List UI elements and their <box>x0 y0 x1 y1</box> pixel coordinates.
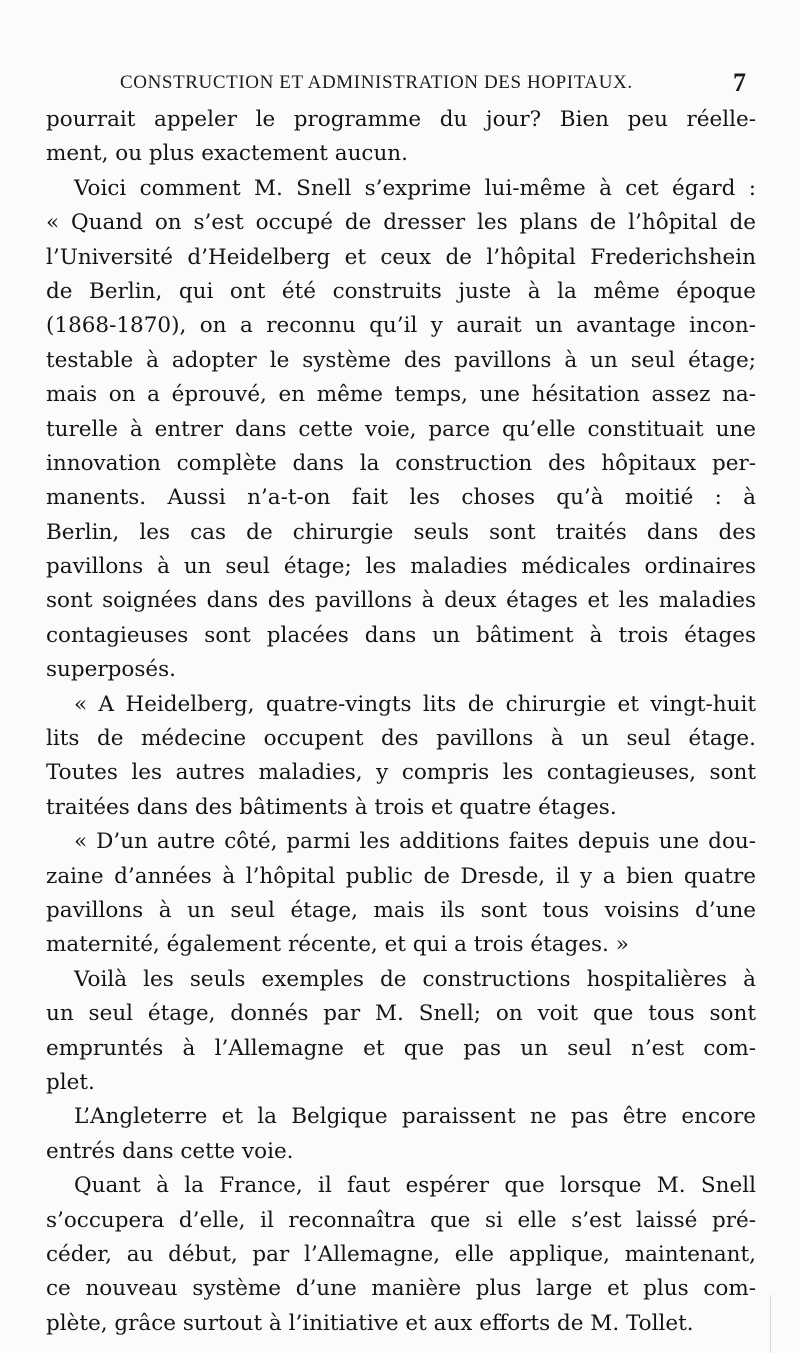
text-line: plète, grâce surtout à l’initiative et aux efforts de M. Tollet. <box>46 1310 694 1336</box>
text-line: entrés dans cette voie. <box>46 1138 294 1164</box>
text-line: L’Angleterre et la Belgique paraissent ne pas être encore <box>74 1104 756 1130</box>
text-line: pourrait appeler le programme du jour? Bien peu réelle- <box>46 107 756 132</box>
text-line: un seul étage, donnés par M. Snell; on voit que tous sont <box>46 1001 756 1027</box>
paragraph <box>46 825 756 963</box>
text-line: « A Heidelberg, quatre-vingts lits de chirurgie et vingt-huit <box>74 691 756 717</box>
text-line: contagieuses sont placées dans un bâtiment à trois étages <box>46 622 756 648</box>
text-line: testable à adopter le système des pavillons à un seul étage; <box>46 347 756 373</box>
text-line: lits de médecine occupent des pavillons à un seul étage. <box>46 726 756 752</box>
body-text <box>46 103 756 1341</box>
text-line: pavillons à un seul étage, mais ils sont tous voisins d’une <box>46 897 756 923</box>
text-line: Berlin, les cas de chirurgie seuls sont traités dans des <box>46 519 756 545</box>
page-number: 7 <box>733 68 746 97</box>
text-line: Toutes les autres maladies, y compris les contagieuses, sont <box>46 760 756 786</box>
text-line: Quant à la France, il faut espérer que lorsque M. Snell <box>74 1173 756 1199</box>
text-line: pavillons à un seul étage; les maladies médicales ordinaires <box>46 554 756 580</box>
paragraph <box>46 1100 756 1169</box>
text-line: (1868-1870), on a reconnu qu’il y aurait un avantage incon- <box>46 313 756 339</box>
running-header <box>0 68 800 102</box>
text-line: Voici comment M. Snell s’exprime lui-même à cet égard : <box>74 175 756 201</box>
text-line: « Quand on s’est occupé de dresser les plans de l’hôpital de <box>46 210 756 236</box>
text-line: turelle à entrer dans cette voie, parce qu’elle constituait une <box>46 416 756 442</box>
text-line: empruntés à l’Allemagne et que pas un seul n’est com- <box>46 1035 756 1061</box>
text-line: innovation complète dans la construction des hôpitaux per- <box>46 450 756 476</box>
paragraph <box>46 688 756 826</box>
text-line: céder, au début, par l’Allemagne, elle applique, maintenant, <box>46 1241 756 1267</box>
text-line: « D’un autre côté, parmi les additions faites depuis une dou- <box>74 829 756 855</box>
text-line: ment, ou plus exactement aucun. <box>46 141 408 167</box>
paragraph <box>46 963 756 1101</box>
page-edge-shadow <box>770 1295 800 1353</box>
text-line: zaine d’années à l’hôpital public de Dresde, il y a bien quatre <box>46 863 756 889</box>
paragraph <box>46 172 756 688</box>
paragraph <box>46 103 756 172</box>
text-line: s’occupera d’elle, il reconnaîtra que si elle s’est laissé pré- <box>46 1207 756 1233</box>
paragraph <box>46 1169 756 1341</box>
text-line: Voilà les seuls exemples de constructions hospitalières à <box>74 966 756 992</box>
text-line: plet. <box>46 1069 95 1095</box>
text-line: de Berlin, qui ont été construits juste à la même époque <box>46 278 756 304</box>
text-line: maternité, également récente, et qui a trois étages. » <box>46 932 629 958</box>
text-line: l’Université d’Heidelberg et ceux de l’hôpital Frederichshein <box>46 244 756 270</box>
text-line: ce nouveau système d’une manière plus large et plus com- <box>46 1276 756 1302</box>
text-line: superposés. <box>46 657 176 683</box>
text-line: traitées dans des bâtiments à trois et quatre étages. <box>46 794 617 820</box>
text-line: sont soignées dans des pavillons à deux étages et les maladies <box>46 588 756 614</box>
running-title: CONSTRUCTION ET ADMINISTRATION DES HOPITAUX. <box>120 72 633 93</box>
text-line: mais on a éprouvé, en même temps, une hésitation assez na- <box>46 382 756 408</box>
text-line: manents. Aussi n’a-t-on fait les choses qu’à moitié : à <box>46 485 756 511</box>
